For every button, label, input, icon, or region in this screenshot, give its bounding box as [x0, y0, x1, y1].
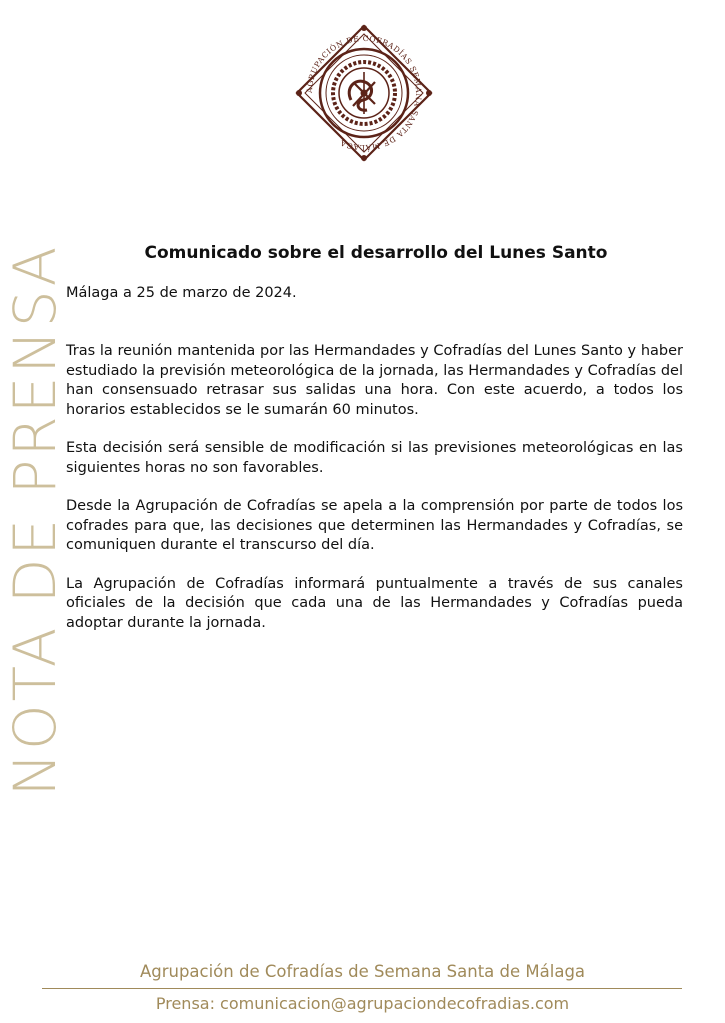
footer-divider	[42, 988, 682, 989]
paragraph: Esta decisión será sensible de modificación si las previsiones meteorológicas en las siguientes horas no son favorables.	[66, 440, 683, 476]
cofradias-emblem-icon	[293, 22, 435, 164]
footer-organization: Agrupación de Cofradías de Semana Santa de Málaga	[139, 962, 586, 981]
nota-de-prensa-label: NOTA DE PRENSA	[1, 243, 69, 797]
footer-press-contact[interactable]: Prensa: comunicacion@agrupaciondecofradias.com	[155, 994, 570, 1013]
paragraph: Tras la reunión mantenida por las Hermandades y Cofradías del Lunes Santo y haber estudiado la previsión meteorológica de la jornada, las Hermandades y Cofradías del han consensuado retrasar sus salidas una hora. Con este acuerdo, a todos los horarios establecidos se le sumarán 60 minutos.	[66, 343, 683, 418]
press-release-body	[66, 342, 683, 652]
date-line: Málaga a 25 de marzo de 2024.	[66, 285, 297, 301]
paragraph: La Agrupación de Cofradías informará puntualmente a través de sus canales oficiales de la decisión que cada una de las Hermandades y Cofradías pueda adoptar durante la jornada.	[66, 575, 683, 631]
page-title: Comunicado sobre el desarrollo del Lunes Santo	[144, 243, 608, 263]
svg-text:AGRUPACIÓN DE COFRADÍAS SEMANA: AGRUPACIÓN DE COFRADÍAS SEMANA SANTA DE MÁLAGA	[304, 33, 424, 153]
paragraph: Desde la Agrupación de Cofradías se apela a la comprensión por parte de todos los cofrades para que, las decisiones que determinen las Hermandades y Cofradías, se comuniquen durante el transcurso del día.	[66, 498, 683, 553]
